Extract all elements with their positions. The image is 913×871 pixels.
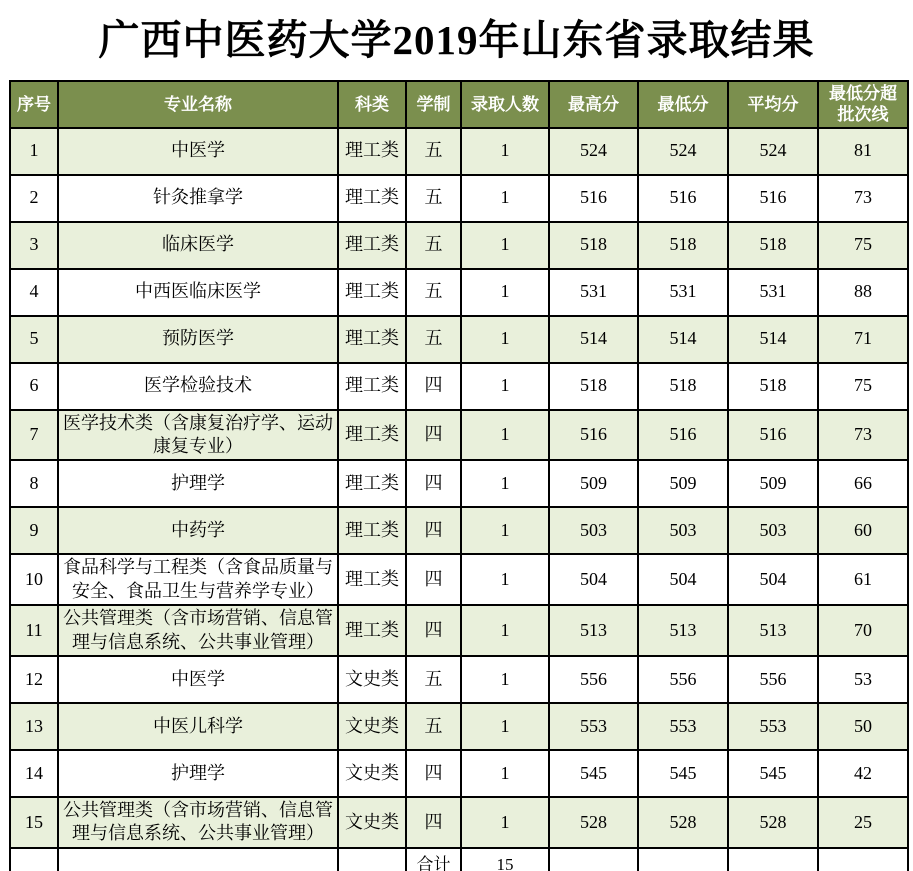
cell-major: 医学技术类（含康复治疗学、运动康复专业）	[58, 410, 338, 461]
table-row	[10, 316, 908, 363]
cell-duration: 四	[406, 605, 461, 656]
cell-index: 1	[10, 128, 58, 175]
cell-major: 护理学	[58, 750, 338, 797]
cell-min-score: 518	[638, 363, 728, 410]
cell-index: 14	[10, 750, 58, 797]
cell-avg-score: 503	[728, 507, 818, 554]
cell-category: 文史类	[338, 656, 406, 703]
cell-duration: 五	[406, 703, 461, 750]
cell-max-score: 503	[549, 507, 638, 554]
cell-major: 医学检验技术	[58, 363, 338, 410]
column-header-max-score: 最高分	[549, 81, 638, 128]
cell-index: 10	[10, 554, 58, 605]
total-empty-cell	[728, 848, 818, 871]
cell-min-score: 513	[638, 605, 728, 656]
table-header-row	[10, 81, 908, 128]
cell-min-score: 553	[638, 703, 728, 750]
cell-admitted: 1	[461, 605, 549, 656]
cell-category: 理工类	[338, 222, 406, 269]
cell-avg-score: 514	[728, 316, 818, 363]
cell-duration: 五	[406, 316, 461, 363]
cell-min-score: 516	[638, 175, 728, 222]
cell-above-batch-line: 71	[818, 316, 908, 363]
cell-admitted: 1	[461, 128, 549, 175]
cell-category: 理工类	[338, 507, 406, 554]
total-label: 合计	[406, 848, 461, 871]
cell-duration: 五	[406, 175, 461, 222]
cell-above-batch-line: 53	[818, 656, 908, 703]
cell-min-score: 531	[638, 269, 728, 316]
column-header-category: 科类	[338, 81, 406, 128]
cell-min-score: 524	[638, 128, 728, 175]
cell-duration: 四	[406, 554, 461, 605]
cell-avg-score: 513	[728, 605, 818, 656]
cell-major: 公共管理类（含市场营销、信息管理与信息系统、公共事业管理）	[58, 605, 338, 656]
cell-major: 中医学	[58, 128, 338, 175]
cell-category: 理工类	[338, 316, 406, 363]
table-row	[10, 703, 908, 750]
cell-duration: 五	[406, 656, 461, 703]
table-row	[10, 750, 908, 797]
cell-min-score: 509	[638, 460, 728, 507]
cell-above-batch-line: 66	[818, 460, 908, 507]
cell-max-score: 516	[549, 410, 638, 461]
cell-max-score: 504	[549, 554, 638, 605]
table-row	[10, 269, 908, 316]
table-row	[10, 797, 908, 848]
cell-max-score: 518	[549, 363, 638, 410]
cell-major: 预防医学	[58, 316, 338, 363]
cell-max-score: 524	[549, 128, 638, 175]
cell-above-batch-line: 50	[818, 703, 908, 750]
cell-above-batch-line: 73	[818, 410, 908, 461]
cell-category: 理工类	[338, 128, 406, 175]
cell-min-score: 545	[638, 750, 728, 797]
cell-above-batch-line: 73	[818, 175, 908, 222]
cell-category: 文史类	[338, 797, 406, 848]
cell-admitted: 1	[461, 797, 549, 848]
cell-duration: 五	[406, 222, 461, 269]
cell-avg-score: 516	[728, 410, 818, 461]
cell-max-score: 514	[549, 316, 638, 363]
cell-category: 理工类	[338, 554, 406, 605]
cell-above-batch-line: 70	[818, 605, 908, 656]
cell-duration: 四	[406, 363, 461, 410]
cell-major: 中西医临床医学	[58, 269, 338, 316]
cell-avg-score: 504	[728, 554, 818, 605]
cell-max-score: 509	[549, 460, 638, 507]
cell-index: 6	[10, 363, 58, 410]
cell-admitted: 1	[461, 507, 549, 554]
cell-admitted: 1	[461, 750, 549, 797]
cell-major: 护理学	[58, 460, 338, 507]
cell-avg-score: 553	[728, 703, 818, 750]
cell-avg-score: 545	[728, 750, 818, 797]
cell-avg-score: 556	[728, 656, 818, 703]
cell-admitted: 1	[461, 175, 549, 222]
total-empty-cell	[10, 848, 58, 871]
cell-max-score: 513	[549, 605, 638, 656]
cell-avg-score: 524	[728, 128, 818, 175]
column-header-index: 序号	[10, 81, 58, 128]
table-row	[10, 554, 908, 605]
total-empty-cell	[818, 848, 908, 871]
cell-max-score: 516	[549, 175, 638, 222]
cell-above-batch-line: 25	[818, 797, 908, 848]
cell-admitted: 1	[461, 554, 549, 605]
table-row	[10, 656, 908, 703]
cell-admitted: 1	[461, 269, 549, 316]
cell-max-score: 518	[549, 222, 638, 269]
total-empty-cell	[638, 848, 728, 871]
cell-index: 3	[10, 222, 58, 269]
cell-major: 临床医学	[58, 222, 338, 269]
cell-admitted: 1	[461, 222, 549, 269]
cell-category: 理工类	[338, 269, 406, 316]
cell-index: 15	[10, 797, 58, 848]
cell-major: 中药学	[58, 507, 338, 554]
cell-index: 9	[10, 507, 58, 554]
cell-max-score: 556	[549, 656, 638, 703]
column-header-admitted: 录取人数	[461, 81, 549, 128]
cell-category: 理工类	[338, 363, 406, 410]
cell-avg-score: 518	[728, 222, 818, 269]
table-body	[10, 128, 908, 871]
total-admitted-count: 15	[461, 848, 549, 871]
column-header-duration: 学制	[406, 81, 461, 128]
cell-duration: 五	[406, 128, 461, 175]
table-header	[10, 81, 908, 128]
cell-min-score: 556	[638, 656, 728, 703]
table-row	[10, 175, 908, 222]
column-header-min-score: 最低分	[638, 81, 728, 128]
admission-results-table	[9, 80, 909, 871]
cell-avg-score: 516	[728, 175, 818, 222]
cell-min-score: 514	[638, 316, 728, 363]
cell-above-batch-line: 42	[818, 750, 908, 797]
table-total-row	[10, 848, 908, 871]
cell-index: 13	[10, 703, 58, 750]
cell-admitted: 1	[461, 656, 549, 703]
cell-admitted: 1	[461, 410, 549, 461]
cell-duration: 四	[406, 410, 461, 461]
cell-min-score: 516	[638, 410, 728, 461]
cell-index: 4	[10, 269, 58, 316]
column-header-major: 专业名称	[58, 81, 338, 128]
total-empty-cell	[549, 848, 638, 871]
cell-max-score: 553	[549, 703, 638, 750]
table-row	[10, 363, 908, 410]
cell-admitted: 1	[461, 363, 549, 410]
table-row	[10, 605, 908, 656]
cell-above-batch-line: 75	[818, 222, 908, 269]
column-header-above-batch-line: 最低分超批次线	[818, 81, 908, 128]
cell-category: 理工类	[338, 175, 406, 222]
cell-min-score: 504	[638, 554, 728, 605]
cell-above-batch-line: 60	[818, 507, 908, 554]
cell-max-score: 528	[549, 797, 638, 848]
total-empty-cell	[338, 848, 406, 871]
cell-admitted: 1	[461, 703, 549, 750]
cell-above-batch-line: 61	[818, 554, 908, 605]
cell-category: 文史类	[338, 703, 406, 750]
cell-min-score: 503	[638, 507, 728, 554]
cell-duration: 四	[406, 797, 461, 848]
cell-index: 5	[10, 316, 58, 363]
cell-min-score: 528	[638, 797, 728, 848]
table-row	[10, 507, 908, 554]
cell-admitted: 1	[461, 316, 549, 363]
cell-admitted: 1	[461, 460, 549, 507]
cell-avg-score: 509	[728, 460, 818, 507]
column-header-avg-score: 平均分	[728, 81, 818, 128]
cell-category: 文史类	[338, 750, 406, 797]
cell-category: 理工类	[338, 605, 406, 656]
cell-category: 理工类	[338, 460, 406, 507]
cell-above-batch-line: 88	[818, 269, 908, 316]
cell-index: 8	[10, 460, 58, 507]
cell-index: 11	[10, 605, 58, 656]
cell-min-score: 518	[638, 222, 728, 269]
cell-avg-score: 528	[728, 797, 818, 848]
cell-avg-score: 531	[728, 269, 818, 316]
cell-major: 食品科学与工程类（含食品质量与安全、食品卫生与营养学专业）	[58, 554, 338, 605]
total-empty-cell	[58, 848, 338, 871]
table-row	[10, 410, 908, 461]
cell-major: 中医学	[58, 656, 338, 703]
page-title: 广西中医药大学2019年山东省录取结果	[98, 17, 815, 63]
cell-index: 2	[10, 175, 58, 222]
cell-index: 12	[10, 656, 58, 703]
cell-duration: 四	[406, 750, 461, 797]
cell-duration: 四	[406, 507, 461, 554]
table-row	[10, 460, 908, 507]
cell-max-score: 545	[549, 750, 638, 797]
cell-above-batch-line: 81	[818, 128, 908, 175]
cell-index: 7	[10, 410, 58, 461]
cell-duration: 五	[406, 269, 461, 316]
cell-above-batch-line: 75	[818, 363, 908, 410]
cell-max-score: 531	[549, 269, 638, 316]
cell-major: 中医儿科学	[58, 703, 338, 750]
cell-duration: 四	[406, 460, 461, 507]
cell-major: 针灸推拿学	[58, 175, 338, 222]
table-row	[10, 222, 908, 269]
cell-avg-score: 518	[728, 363, 818, 410]
table-row	[10, 128, 908, 175]
cell-major: 公共管理类（含市场营销、信息管理与信息系统、公共事业管理）	[58, 797, 338, 848]
cell-category: 理工类	[338, 410, 406, 461]
